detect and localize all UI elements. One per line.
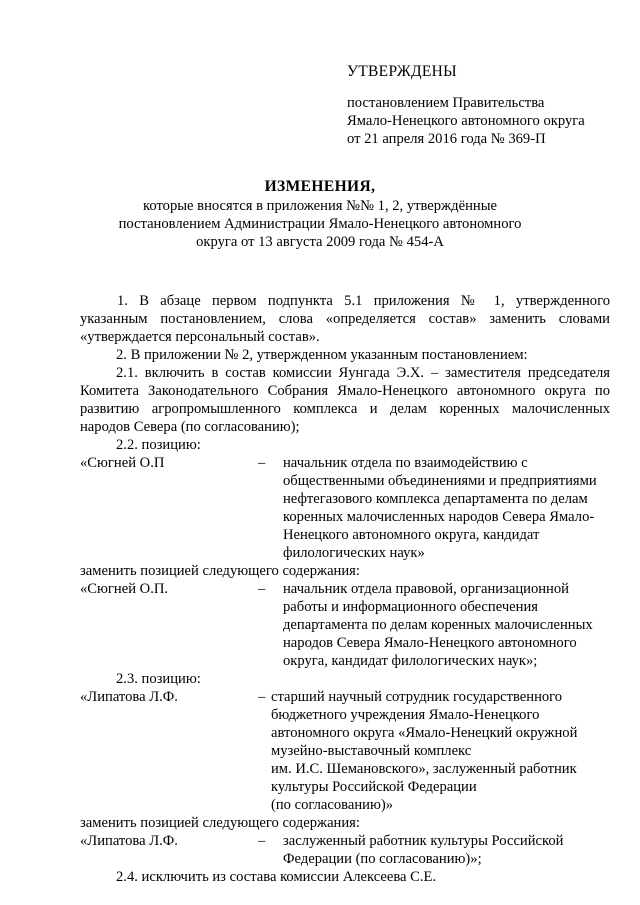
position-entry-new [80,580,610,670]
replace-label: заменить позицией следующего содержания: [80,563,360,579]
item-2-4: 2.4. исключить из состава комиссии Алексеева С.Е. [116,869,437,885]
approval-block [347,63,627,148]
position-line: коренных малочисленных народов Севера Ямало- [283,509,595,525]
position-line: Федерации (по согласованию)»; [283,851,482,867]
document-body [80,292,610,886]
item-2-1-line: 2.1. включить в состав комиссии Яунгада Э.Х. – заместителя председателя [116,365,610,381]
position-line: бюджетного учреждения Ямало-Ненецкого [271,707,540,723]
position-line: работы и информационного обеспечения [283,599,538,615]
position-description [271,688,610,814]
position-line: автономного округа «Ямало-Ненецкий окружной [271,725,578,741]
item-1-line: указанным постановлением, слова «определяется состав» заменить словами [80,311,610,327]
position-line: музейно-выставочный комплекс [271,743,472,759]
position-line: культуры Российской Федерации [271,779,477,795]
item-2-2-label: 2.2. позицию: [116,437,201,453]
position-line: старший научный сотрудник государственного [271,689,563,705]
position-line: округа, кандидат филологических наук»; [283,653,538,669]
position-line: начальник отдела по взаимодействию с [283,455,528,471]
position-description [283,580,610,670]
position-dash: – [258,689,266,705]
item-1 [80,292,610,346]
item-1-line: 1. В абзаце первом подпункта 5.1 приложения № 1, утвержденного [117,293,610,309]
position-entry-old [80,454,610,562]
item-2-3-label: 2.3. позицию: [116,671,201,687]
item-2-intro: 2. В приложении № 2, утвержденном указанным постановлением: [116,347,528,363]
item-2-1-line: народов Севера (по согласованию); [80,419,300,435]
position-dash: – [258,455,266,471]
position-line: нефтегазового комплекса департамента по делам [283,491,588,507]
position-dash: – [258,833,266,849]
heading-title: ИЗМЕНЕНИЯ, [264,178,376,195]
position-line: общественными объединениями и предприятиями [283,473,597,489]
approval-title: УТВЕРЖДЕНЫ [347,63,457,80]
position-line: народов Севера Ямало-Ненецкого автономного [283,635,577,651]
position-entry-new [80,832,610,868]
position-line: им. И.С. Шемановского», заслуженный работник [271,761,577,777]
replace-label: заменить позицией следующего содержания: [80,815,360,831]
item-2-1 [80,364,610,436]
position-description [283,454,610,562]
heading-line: постановлением Администрации Ямало-Ненецкого автономного [118,216,522,232]
position-name: «Сюгней О.П [80,455,165,471]
document-heading [110,178,530,251]
position-line: начальник отдела правовой, организационной [283,581,569,597]
position-line: департамента по делам коренных малочисленных [283,617,593,633]
position-name: «Сюгней О.П. [80,581,169,597]
position-line: Ненецкого автономного округа, кандидат [283,527,540,543]
position-name: «Липатова Л.Ф. [80,689,178,705]
item-1-line: «утверждается персональный состав». [80,329,320,345]
heading-line: округа от 13 августа 2009 года № 454-А [196,234,444,250]
heading-line: которые вносятся в приложения №№ 1, 2, утверждённые [143,198,497,214]
position-line: заслуженный работник культуры Российской [283,833,564,849]
position-line: филологических наук» [283,545,425,561]
position-entry-old [80,688,610,814]
item-2-1-line: развитию агропромышленного комплекса и делам коренных малочисленных [80,401,610,417]
position-line: (по согласованию)» [271,797,394,813]
position-name: «Липатова Л.Ф. [80,833,178,849]
position-description [283,832,610,868]
position-dash: – [258,581,266,597]
approval-line: Ямало-Ненецкого автономного округа [347,113,585,129]
approval-line: от 21 апреля 2016 года № 369-П [347,131,546,147]
item-2-1-line: Комитета Законодательного Собрания Ямало-Ненецкого автономного округа по [80,383,610,399]
approval-line: постановлением Правительства [347,95,545,111]
